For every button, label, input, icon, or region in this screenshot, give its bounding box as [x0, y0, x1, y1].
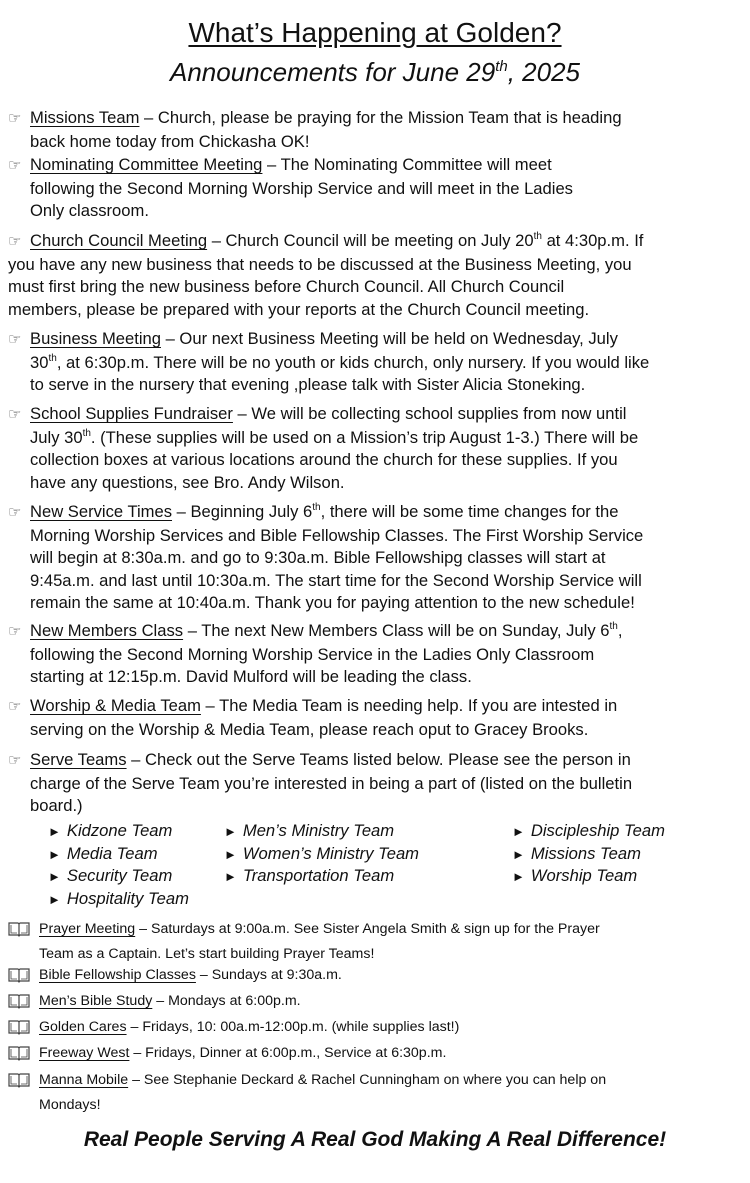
right-arrow-icon: ►	[512, 869, 525, 884]
announcement-new-members-class: ☞ New Members Class – The next New Members Class will be on Sunday, July 6th, following the Second Morning Worship Service in the Ladies Only Classroom starting at 12:15p.m. David Mulford will be leading the class.	[8, 621, 623, 686]
weekly-freeway-west: Freeway West – Fridays, Dinner at 6:00p.m., Service at 6:30p.m.	[8, 1043, 718, 1068]
weekly-manna-mobile: Manna Mobile – See Stephanie Deckard & Rachel Cunningham on where you can help on Mondays!	[8, 1070, 718, 1115]
right-arrow-icon: ►	[224, 846, 237, 862]
weekly-golden-cares: Golden Cares – Fridays, 10: 00a.m-12:00p.m. (while supplies last!)	[8, 1017, 718, 1042]
announcement-heading: Missions Team	[30, 108, 140, 127]
pointing-hand-icon: ☞	[8, 698, 22, 715]
footer-slogan: Real People Serving A Real God Making A Real Difference!	[83, 1128, 667, 1151]
announcement-heading: New Service Times	[30, 502, 173, 521]
pointing-hand-icon: ☞	[8, 623, 22, 640]
right-arrow-icon: ►	[224, 869, 237, 884]
weekly-heading: Men’s Bible Study	[39, 993, 153, 1009]
pointing-hand-icon: ☞	[8, 504, 22, 521]
team-item: ► Women’s Ministry Team	[224, 843, 419, 863]
open-book-icon	[8, 921, 39, 944]
team-item: ► Hospitality Team	[48, 888, 189, 908]
right-arrow-icon: ►	[512, 846, 525, 862]
weekly-heading: Golden Cares	[39, 1019, 127, 1035]
right-arrow-icon: ►	[48, 824, 61, 839]
weekly-heading: Prayer Meeting	[39, 921, 136, 937]
right-arrow-icon: ►	[48, 891, 61, 907]
announcement-heading: New Members Class	[30, 621, 184, 640]
weekly-mens-bible-study: Men’s Bible Study – Mondays at 6:00p.m.	[8, 991, 718, 1016]
page-subtitle: Announcements for June 29th, 2025	[169, 57, 581, 87]
weekly-prayer-meeting: Prayer Meeting – Saturdays at 9:00a.m. See Sister Angela Smith & sign up for the Prayer Team as a Captain. Let’s start building Prayer Teams!	[8, 919, 718, 964]
announcement-serve-teams: ☞ Serve Teams – Check out the Serve Teams listed below. Please see the person in charge of the Serve Team you’re interested in being a part of (listed on the bulletin board.)	[8, 750, 633, 815]
team-item: ► Worship Team	[512, 866, 638, 885]
announcement-heading: Church Council Meeting	[30, 231, 208, 250]
pointing-hand-icon: ☞	[8, 331, 22, 348]
open-book-icon	[8, 1072, 39, 1095]
announcement-heading: Nominating Committee Meeting	[30, 155, 263, 174]
pointing-hand-icon: ☞	[8, 157, 22, 174]
announcement-new-service-times: ☞ New Service Times – Beginning July 6th, there will be some time changes for the Morning Worship Services and Bible Fellowship Classes. The First Worship Service will begin at 8:30a.m. and go to 9:30a.m. Bible Fellowshipg classes will start at 9:45a.m. and last until 10:30a.m. The start time for the Second Worship Service will remain the same at 10:40a.m. Thank you for paying attention to the new schedule!	[8, 502, 644, 612]
announcement-missions-team: ☞ Missions Team – Church, please be praying for the Mission Team that is heading back home today from Chickasha OK!	[8, 108, 622, 151]
right-arrow-icon: ►	[224, 824, 237, 839]
team-item: ► Discipleship Team	[512, 821, 665, 840]
open-book-icon	[8, 967, 39, 990]
announcement-heading: Serve Teams	[30, 750, 127, 769]
team-item: ► Kidzone Team	[48, 821, 173, 840]
announcement-school-supplies: ☞ School Supplies Fundraiser – We will be collecting school supplies from now until July 30th. (These supplies will be used on a Mission’s trip August 1-3.) There will be collection boxes at various locations around the church for these supplies. If you have any questions, see Bro. Andy Wilson.	[8, 404, 639, 492]
open-book-icon	[8, 993, 39, 1016]
page-title: What’s Happening at Golden?	[188, 17, 562, 48]
weekly-heading: Manna Mobile	[39, 1072, 129, 1088]
team-item: ► Missions Team	[512, 843, 641, 863]
right-arrow-icon: ►	[512, 824, 525, 839]
pointing-hand-icon: ☞	[8, 752, 22, 769]
announcement-nominating-committee: ☞ Nominating Committee Meeting – The Nominating Committee will meet following the Second Morning Worship Service and will meet in the Ladies Only classroom.	[8, 155, 573, 220]
team-item: ► Media Team	[48, 843, 158, 863]
team-item: ► Men’s Ministry Team	[224, 821, 395, 840]
announcement-church-council: ☞ Church Council Meeting – Church Council will be meeting on July 20th at 4:30p.m. If you have any new business that needs to be discussed at the Business Meeting, you must first bring the new business before Church Council. All Church Council members, please be prepared with your reports at the Church Council meeting.	[8, 231, 644, 319]
right-arrow-icon: ►	[48, 869, 61, 884]
weekly-heading: Bible Fellowship Classes	[39, 967, 196, 983]
announcement-business-meeting: ☞ Business Meeting – Our next Business Meeting will be held on Wednesday, July 30th, at 6:30p.m. There will be no youth or kids church, only nursery. If you would like to serve in the nursery that evening ,please talk with Sister Alicia Stoneking.	[8, 329, 650, 394]
announcement-heading: Worship & Media Team	[30, 696, 201, 715]
announcement-heading: Business Meeting	[30, 329, 161, 348]
pointing-hand-icon: ☞	[8, 233, 22, 250]
open-book-icon	[8, 1019, 39, 1042]
open-book-icon	[8, 1045, 39, 1068]
team-item: ► Security Team	[48, 866, 173, 885]
weekly-bible-fellowship: Bible Fellowship Classes – Sundays at 9:30a.m.	[8, 965, 718, 990]
team-item: ► Transportation Team	[224, 866, 395, 885]
weekly-heading: Freeway West	[39, 1045, 130, 1061]
right-arrow-icon: ►	[48, 846, 61, 862]
pointing-hand-icon: ☞	[8, 110, 22, 127]
announcement-heading: School Supplies Fundraiser	[30, 404, 233, 423]
announcement-worship-media-team: ☞ Worship & Media Team – The Media Team is needing help. If you are intested in serving on the Worship & Media Team, please reach oput to Gracey Brooks.	[8, 696, 618, 739]
pointing-hand-icon: ☞	[8, 406, 22, 423]
